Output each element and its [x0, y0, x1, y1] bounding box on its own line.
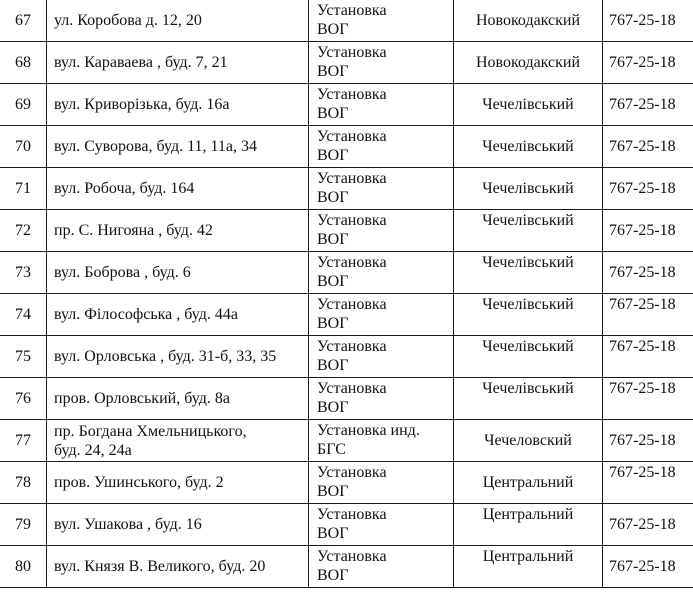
service-type-line: Установка [317, 338, 387, 355]
district-cell: Чечелівський [454, 294, 603, 336]
service-type-line: ВОГ [317, 483, 349, 500]
service-type-cell [309, 336, 454, 378]
service-type-line: Установка [317, 254, 387, 271]
phone-cell: 767-25-18 [603, 420, 693, 462]
address-cell [47, 462, 309, 504]
district-cell: Чечелівський [454, 126, 603, 168]
address-cell [47, 546, 309, 588]
service-type-cell [309, 420, 454, 462]
address-line: вул. Ушакова , буд. 16 [54, 516, 202, 533]
row-number: 70 [0, 126, 47, 168]
service-type-line: Установка [317, 296, 387, 313]
service-type-line: Установка инд. [317, 422, 420, 439]
address-line: пр. С. Нигояна , буд. 42 [54, 222, 213, 239]
row-number: 77 [0, 420, 47, 462]
district-cell: Новокодакский [454, 42, 603, 84]
address-line: вул. Криворізька, буд. 16а [54, 96, 230, 113]
service-type-cell [309, 378, 454, 420]
service-type-cell [309, 504, 454, 546]
table-row [0, 126, 693, 168]
district-cell: Чечелівський [454, 84, 603, 126]
phone-cell: 767-25-18 [603, 252, 693, 294]
service-type-line: ВОГ [317, 567, 349, 584]
service-type-line: ВОГ [317, 273, 349, 290]
row-number: 76 [0, 378, 47, 420]
service-type-line: Установка [317, 128, 387, 145]
service-type-line: Установка [317, 86, 387, 103]
table-row [0, 252, 693, 294]
district-cell: Чечелівський [454, 252, 603, 294]
service-type-cell [309, 252, 454, 294]
address-line: вул. Караваева , буд. 7, 21 [54, 54, 228, 71]
address-line: пров. Ушинського, буд. 2 [54, 474, 224, 491]
address-line: буд. 24, 24а [54, 441, 132, 459]
table-row [0, 84, 693, 126]
phone-cell: 767-25-18 [603, 210, 693, 252]
district-cell: Центральний [454, 462, 603, 504]
phone-cell: 767-25-18 [603, 546, 693, 588]
service-type-line: ВОГ [317, 357, 349, 374]
table-row [0, 504, 693, 546]
address-cell [47, 168, 309, 210]
row-number: 73 [0, 252, 47, 294]
district-cell: Чечелівський [454, 336, 603, 378]
row-number: 80 [0, 546, 47, 588]
district-cell: Чечелівський [454, 210, 603, 252]
table-row [0, 294, 693, 336]
service-type-line: Установка [317, 212, 387, 229]
service-type-cell [309, 462, 454, 504]
service-type-line: ВОГ [317, 147, 349, 164]
table-row [0, 420, 693, 462]
row-number: 75 [0, 336, 47, 378]
row-number: 69 [0, 84, 47, 126]
district-cell: Чечелівський [454, 378, 603, 420]
address-line: вул. Робоча, буд. 164 [54, 180, 195, 197]
service-type-line: ВОГ [317, 21, 349, 38]
address-cell [47, 84, 309, 126]
row-number: 78 [0, 462, 47, 504]
service-type-line: Установка [317, 380, 387, 397]
table-row [0, 0, 693, 42]
service-type-cell [309, 84, 454, 126]
table-row [0, 168, 693, 210]
address-cell [47, 42, 309, 84]
service-type-line: ВОГ [317, 399, 349, 416]
address-cell [47, 336, 309, 378]
service-type-cell [309, 210, 454, 252]
address-cell [47, 294, 309, 336]
address-line: пр. Богдана Хмельницького, [54, 422, 247, 440]
address-cell [47, 0, 309, 42]
address-line: вул. Філософська , буд. 44а [54, 306, 239, 323]
address-cell [47, 126, 309, 168]
service-type-cell [309, 294, 454, 336]
row-number: 68 [0, 42, 47, 84]
service-type-line: Установка [317, 548, 387, 565]
district-cell: Центральний [454, 504, 603, 546]
table-row [0, 336, 693, 378]
district-cell: Чечеловский [454, 420, 603, 462]
phone-cell: 767-25-18 [603, 462, 693, 504]
row-number: 71 [0, 168, 47, 210]
address-line: вул. Боброва , буд. 6 [54, 264, 191, 281]
address-cell [47, 504, 309, 546]
table-row [0, 546, 693, 588]
phone-cell: 767-25-18 [603, 42, 693, 84]
service-type-line: БГС [317, 441, 346, 458]
address-cell [47, 420, 309, 462]
phone-cell: 767-25-18 [603, 336, 693, 378]
address-line: вул. Орловська , буд. 31-б, 33, 35 [54, 348, 277, 365]
address-cell [47, 210, 309, 252]
service-type-line: ВОГ [317, 525, 349, 542]
table-row [0, 210, 693, 252]
address-line: ул. Коробова д. 12, 20 [54, 12, 202, 29]
phone-cell: 767-25-18 [603, 0, 693, 42]
service-type-cell [309, 0, 454, 42]
service-type-line: ВОГ [317, 315, 349, 332]
service-type-line: Установка [317, 464, 387, 481]
row-number: 79 [0, 504, 47, 546]
phone-cell: 767-25-18 [603, 504, 693, 546]
district-cell: Новокодакский [454, 0, 603, 42]
service-type-line: ВОГ [317, 189, 349, 206]
service-type-line: Установка [317, 170, 387, 187]
row-number: 74 [0, 294, 47, 336]
address-line: пров. Орловський, буд. 8а [54, 390, 230, 407]
phone-cell: 767-25-18 [603, 378, 693, 420]
service-type-line: ВОГ [317, 105, 349, 122]
service-type-line: Установка [317, 506, 387, 523]
row-number: 67 [0, 0, 47, 42]
phone-cell: 767-25-18 [603, 168, 693, 210]
row-number: 72 [0, 210, 47, 252]
service-type-cell [309, 126, 454, 168]
address-cell [47, 252, 309, 294]
phone-cell: 767-25-18 [603, 84, 693, 126]
service-type-cell [309, 168, 454, 210]
service-type-line: ВОГ [317, 63, 349, 80]
service-type-line: Установка [317, 44, 387, 61]
phone-cell: 767-25-18 [603, 126, 693, 168]
address-line: вул. Князя В. Великого, буд. 20 [54, 558, 266, 575]
district-cell: Центральний [454, 546, 603, 588]
table-row [0, 462, 693, 504]
phone-cell: 767-25-18 [603, 294, 693, 336]
table-row [0, 378, 693, 420]
service-type-line: ВОГ [317, 231, 349, 248]
service-type-line: Установка [317, 2, 387, 19]
address-line: вул. Суворова, буд. 11, 11а, 34 [54, 138, 258, 155]
table-row [0, 42, 693, 84]
service-type-cell [309, 546, 454, 588]
address-cell [47, 378, 309, 420]
service-type-cell [309, 42, 454, 84]
district-cell: Чечелівський [454, 168, 603, 210]
